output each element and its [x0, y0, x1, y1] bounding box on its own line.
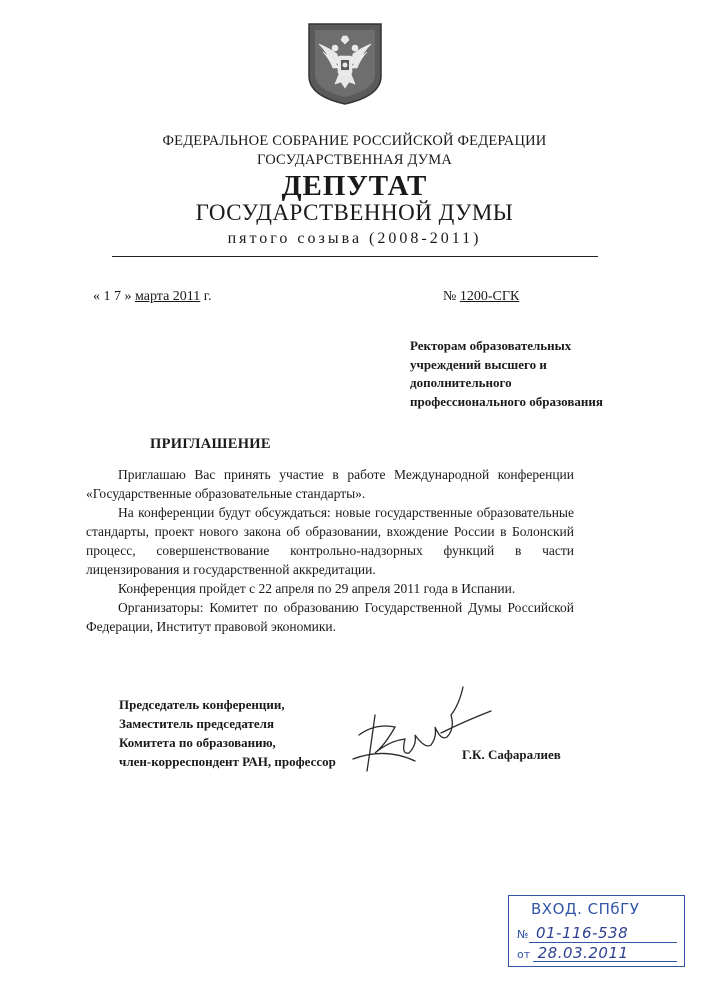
body-paragraph: Конференция пройдет с 22 апреля по 29 апреля 2011 года в Испании. — [118, 581, 516, 596]
header-divider — [112, 256, 598, 257]
date-day: « 1 7 » — [93, 289, 132, 304]
body-paragraph: Приглашаю Вас принять участие в работе Международной конференции «Государственные образовательные стандарты». — [86, 467, 574, 501]
date-suffix: г. — [200, 289, 212, 304]
body-paragraph: На конференции будут обсуждаться: новые государственные образовательные стандарты, проект нового закона об образовании, вхождение России в Болонский процесс, совершенствование контрольно-надзорных функций в части лицензирования и государственной аккредитации. — [86, 505, 574, 577]
signatory-title-line: Заместитель председателя — [119, 716, 275, 731]
parliament-name: ФЕДЕРАЛЬНОЕ СОБРАНИЕ РОССИЙСКОЙ ФЕДЕРАЦИИ — [162, 133, 547, 149]
signer-name: Г.К. Сафаралиев — [462, 747, 561, 762]
recipient-line: профессионального образования — [410, 393, 603, 409]
document-number-value: 1200-СГК — [459, 289, 520, 304]
stamp-number-value: 01-116-538 — [535, 924, 629, 942]
incoming-registration-stamp — [508, 895, 685, 967]
recipient-line: Ректорам образовательных — [410, 338, 572, 353]
deputy-title: ДЕПУТАТ — [281, 170, 428, 202]
body-paragraph: Организаторы: Комитет по образованию Государственной Думы Российской Федерации, Институт правовой экономики. — [86, 600, 574, 634]
stamp-date-underline — [533, 961, 677, 962]
document-number-prefix: № — [443, 289, 460, 304]
convocation-line: пятого созыва (2008-2011) — [227, 230, 482, 247]
stamp-title: ВХОД. СПбГУ — [531, 900, 640, 918]
date-month-year: марта 2011 — [135, 289, 201, 304]
signatory-title-line: Комитета по образованию, — [119, 735, 276, 750]
deputy-subtitle: ГОСУДАРСТВЕННОЙ ДУМЫ — [195, 200, 514, 225]
recipient-line: учреждений высшего и — [410, 356, 547, 372]
signatory-title-line: Председатель конференции, — [119, 697, 285, 712]
recipient-line: дополнительного — [410, 375, 512, 390]
duma-name: ГОСУДАРСТВЕННАЯ ДУМА — [256, 152, 453, 168]
stamp-number-underline — [529, 942, 677, 943]
stamp-number-label: № — [517, 928, 529, 941]
document-number — [443, 289, 519, 305]
stamp-date-value: 28.03.2011 — [537, 944, 629, 962]
stamp-date-label: от — [517, 948, 531, 961]
coat-of-arms-emblem — [305, 22, 385, 106]
letter-body — [86, 465, 574, 636]
handwritten-signature — [345, 675, 495, 785]
document-date — [93, 289, 211, 305]
stamp-number-row — [517, 924, 628, 942]
letter-heading: ПРИГЛАШЕНИЕ — [150, 436, 271, 452]
recipient-block — [410, 337, 650, 411]
stamp-date-row — [517, 944, 629, 962]
signatory-title-block — [119, 695, 336, 771]
signatory-title-line: член-корреспондент РАН, профессор — [119, 754, 336, 769]
